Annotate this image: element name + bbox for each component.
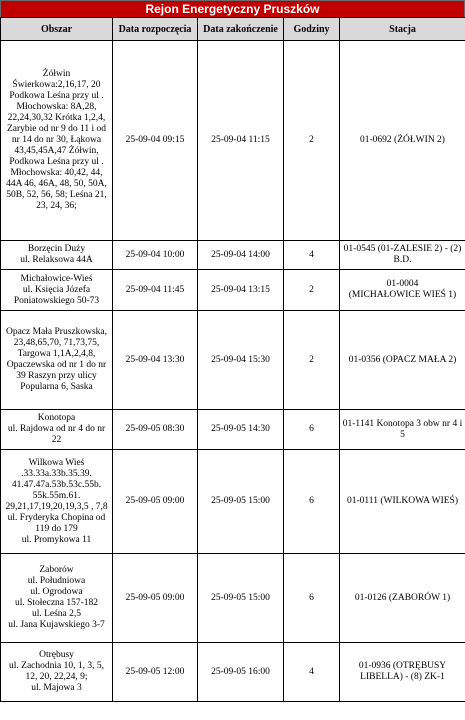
start-cell: 25-09-04 09:15: [113, 41, 198, 241]
column-header-start: Data rozpoczęcia: [113, 18, 198, 41]
hours-cell: 6: [284, 410, 340, 450]
end-cell: 25-09-04 14:00: [198, 241, 284, 270]
station-cell: 01-1141 Konotopa 3 obw nr 4 i 5: [340, 410, 465, 450]
start-cell: 25-09-05 08:30: [113, 410, 198, 450]
column-header-end: Data zakończenie: [198, 18, 284, 41]
table-row: [1, 241, 465, 270]
start-cell: 25-09-05 12:00: [113, 643, 198, 702]
table-row: [1, 450, 465, 554]
table-row: [1, 41, 465, 241]
hours-cell: 6: [284, 450, 340, 554]
hours-cell: 2: [284, 270, 340, 311]
end-cell: 25-09-04 13:15: [198, 270, 284, 311]
end-cell: 25-09-05 14:30: [198, 410, 284, 450]
hours-cell: 2: [284, 41, 340, 241]
station-cell: 01-0692 (ŻÓŁWIN 2): [340, 41, 465, 241]
end-cell: 25-09-05 15:00: [198, 450, 284, 554]
start-cell: 25-09-04 11:45: [113, 270, 198, 311]
end-cell: 25-09-04 15:30: [198, 311, 284, 410]
station-cell: 01-0545 (01-ZALESIE 2) - (2) B.D.: [340, 241, 465, 270]
station-cell: 01-0356 (OPACZ MAŁA 2): [340, 311, 465, 410]
area-cell: Konotopa ul. Rajdowa od nr 4 do nr 22: [1, 410, 113, 450]
column-header-area: Obszar: [1, 18, 113, 41]
table-row: [1, 311, 465, 410]
table-row: [1, 643, 465, 702]
station-cell: 01-0111 (WILKOWA WIEŚ): [340, 450, 465, 554]
hours-cell: 4: [284, 643, 340, 702]
table-row: [1, 270, 465, 311]
table-row: [1, 410, 465, 450]
station-cell: 01-0936 (OTRĘBUSY LIBELLA) - (8) ZK-1: [340, 643, 465, 702]
end-cell: 25-09-05 16:00: [198, 643, 284, 702]
station-cell: 01-0126 (ZABORÓW 1): [340, 554, 465, 643]
outage-table: [0, 17, 465, 702]
hours-cell: 2: [284, 311, 340, 410]
header-row: [1, 18, 465, 41]
region-title: Rejon Energetyczny Pruszków: [0, 0, 465, 18]
table-row: [1, 554, 465, 643]
column-header-hours: Godziny: [284, 18, 340, 41]
station-cell: 01-0004 (MICHAŁOWICE WIEŚ 1): [340, 270, 465, 311]
hours-cell: 4: [284, 241, 340, 270]
end-cell: 25-09-05 15:00: [198, 554, 284, 643]
column-header-station: Stacja: [340, 18, 465, 41]
start-cell: 25-09-05 09:00: [113, 450, 198, 554]
area-cell: Michałowice-Wieś ul. Księcia Józefa Poniatowskiego 50-73: [1, 270, 113, 311]
start-cell: 25-09-05 09:00: [113, 554, 198, 643]
area-cell: Otrębusy ul. Zachodnia 10, 1, 3, 5, 12, 20, 22,24, 9; ul. Majowa 3: [1, 643, 113, 702]
area-cell: Opacz Mała Pruszkowska, 23,48,65,70, 71,73,75, Targowa 1,1A,2,4,8, Opaczewska od nr 1 do nr 39 Raszyn przy ulicy Popularna 6, Saska: [1, 311, 113, 410]
end-cell: 25-09-04 11:15: [198, 41, 284, 241]
area-cell: Żółwin Świerkowa:2,16,17, 20 Podkowa Leśna przy ul . Młochowska: 8A,28, 22,24,30,32 Krótka 1,2,4, Zarybie od nr 9 do 11 i od nr 14 do nr 30, Łąkowa 43,45,45A,47 Żółwin, Podkowa Leśna przy ul . Młochowska: 40,42, 44, 44A 46, 46A, 48, 50, 50A, 50B, 52, 56, 58; Leśna 21, 23, 24, 36;: [1, 41, 113, 241]
area-cell: Zaborów ul. Południowa ul. Ogrodowa ul. Stołeczna 157-182 ul. Leśna 2,5 ul. Jana Kujawskiego 3-7: [1, 554, 113, 643]
start-cell: 25-09-04 10:00: [113, 241, 198, 270]
start-cell: 25-09-04 13:30: [113, 311, 198, 410]
area-cell: Wilkowa Wieś .33.33a.33b.35.39. 41.47.47a.53b.53c.55b. 55k.55m.61. 29,21,17,19,20,19,3,5 , 7,8 ul. Fryderyka Chopina od 119 do 179 ul. Promykowa 11: [1, 450, 113, 554]
area-cell: Borzęcin Duży ul. Relaksowa 44A: [1, 241, 113, 270]
hours-cell: 6: [284, 554, 340, 643]
